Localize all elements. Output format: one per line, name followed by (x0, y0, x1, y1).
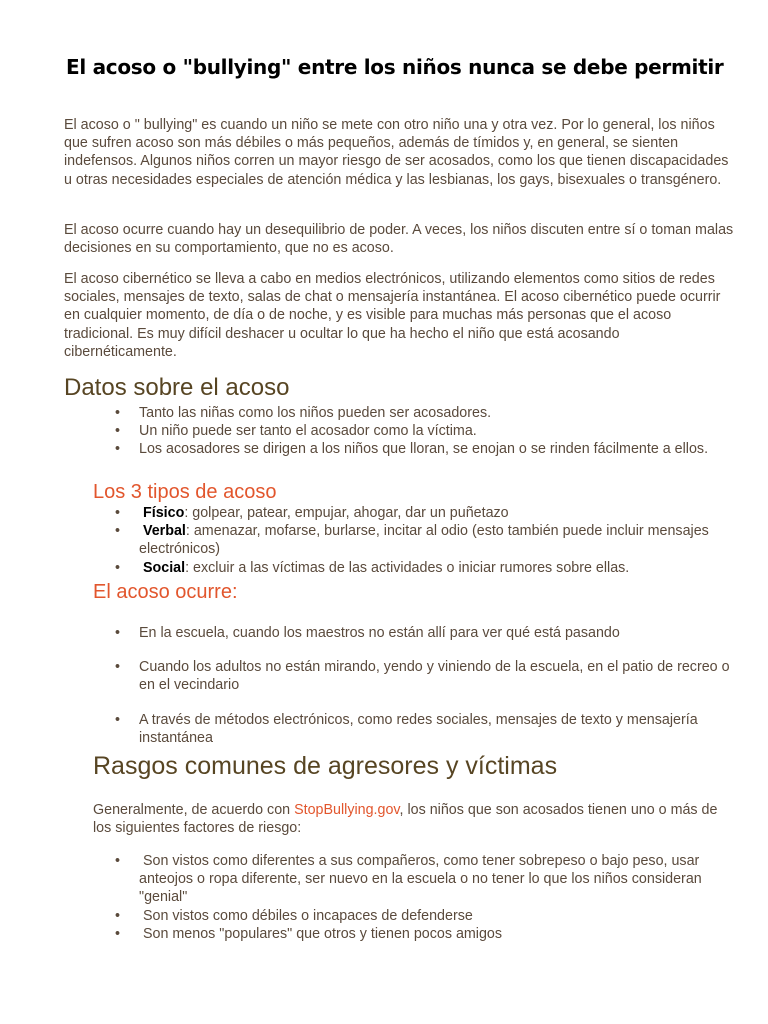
term-label: Verbal (142, 523, 186, 540)
intro-paragraph-1: El acoso o " bullying" es cuando un niño se mete con otro niño una y otra vez. Por lo general, los niños que sufren acoso son más débiles o más pequeños, además de tímidos y, en general, se sienten indefensos. Algunos niños corren un mayor riesgo de ser acosados, como los que tienen discapacidades u otras necesidades especiales de atención médica y las lesbianas, los gays, bisexuales o transgénero. (64, 117, 729, 188)
term-label: Social (142, 559, 186, 576)
list-item-text: A través de métodos electrónicos, como redes sociales, mensajes de texto y mensajería instantánea (139, 711, 698, 746)
section-heading-tipos: Los 3 tipos de acoso (93, 481, 277, 503)
list-item (115, 711, 739, 747)
bullet-icon: • (115, 925, 121, 942)
bullet-icon: • (115, 423, 121, 440)
list-item (115, 404, 739, 422)
tipos-list (115, 504, 739, 577)
bullet-icon: • (115, 907, 121, 924)
list-item (115, 907, 729, 925)
list-item-text: Tanto las niñas como los niños pueden ser acosadores. (139, 405, 492, 421)
bullet-icon: • (115, 441, 121, 458)
list-item-text: Los acosadores se dirigen a los niños que lloran, se enojan o se rinden fácilmente a ellos. (139, 441, 709, 458)
list-item (115, 624, 739, 642)
rasgos-intro (93, 801, 733, 837)
rasgos-intro-text: Generalmente, de acuerdo con (93, 802, 295, 818)
list-item (115, 559, 739, 577)
ocurre-list (115, 624, 739, 747)
bullet-icon: • (115, 625, 121, 641)
list-item (115, 440, 739, 458)
intro-paragraph-3: El acoso cibernético se lleva a cabo en medios electrónicos, utilizando elementos como sitios de redes sociales, mensajes de texto, salas de chat o mensajería instantánea. El acoso cibernético puede ocurrir en cualquier momento, de día o de noche, y es visible para muchas más personas que el acoso tradicional. Es muy difícil deshacer u ocultar lo que ha hecho el niño que está acosando cibernéticamente. (64, 271, 721, 360)
list-item-text: : amenazar, mofarse, burlarse, incitar al odio (esto también puede incluir mensajes electrónicos) (139, 523, 709, 558)
bullet-icon: • (115, 505, 121, 521)
bullet-icon: • (115, 405, 121, 421)
rasgos-intro-text-continued: , los niños que son acosados tienen uno o más de los siguientes factores de riesgo: (93, 802, 718, 837)
bullet-icon: • (115, 659, 121, 676)
bullet-icon: • (115, 853, 121, 869)
intro-paragraph-2: El acoso ocurre cuando hay un desequilibrio de poder. A veces, los niños discuten entre sí o toman malas decisiones en su comportamiento, que no es acoso. (64, 222, 734, 257)
list-item (115, 925, 729, 943)
list-item (115, 422, 739, 440)
list-item (115, 522, 739, 558)
list-item-text: Son vistos como débiles o incapaces de defenderse (142, 907, 473, 924)
list-item-text: Son vistos como diferentes a sus compañeros, como tener sobrepeso o bajo peso, usar anteojos o ropa diferente, ser nuevo en la escuela o no tener lo que los niños consideran "genial" (139, 853, 702, 906)
list-item-text: Un niño puede ser tanto el acosador como la víctima. (139, 423, 477, 440)
list-item (115, 658, 739, 694)
datos-list (115, 404, 739, 459)
list-item-text: Cuando los adultos no están mirando, yendo y viniendo de la escuela, en el patio de recreo o en el vecindario (139, 659, 730, 694)
list-item-text: : excluir a las víctimas de las actividades o iniciar rumores sobre ellas. (185, 559, 630, 576)
list-item-text: Son menos "populares" que otros y tienen pocos amigos (142, 925, 503, 942)
page-title: El acoso o "bullying" entre los niños nunca se debe permitir (66, 55, 724, 79)
list-item (115, 852, 729, 907)
list-item (115, 504, 739, 522)
section-heading-datos: Datos sobre el acoso (64, 374, 290, 401)
rasgos-list (115, 852, 729, 943)
bullet-icon: • (115, 711, 121, 728)
list-item-text: En la escuela, cuando los maestros no están allí para ver qué está pasando (139, 625, 620, 641)
section-heading-ocurre: El acoso ocurre: (93, 581, 238, 603)
bullet-icon: • (115, 523, 121, 540)
term-label: Físico (142, 505, 185, 521)
section-heading-rasgos: Rasgos comunes de agresores y víctimas (93, 752, 558, 780)
stopbullying-link[interactable]: StopBullying.gov (294, 802, 400, 818)
list-item-text: : golpear, patear, empujar, ahogar, dar un puñetazo (184, 505, 509, 521)
bullet-icon: • (115, 559, 121, 576)
